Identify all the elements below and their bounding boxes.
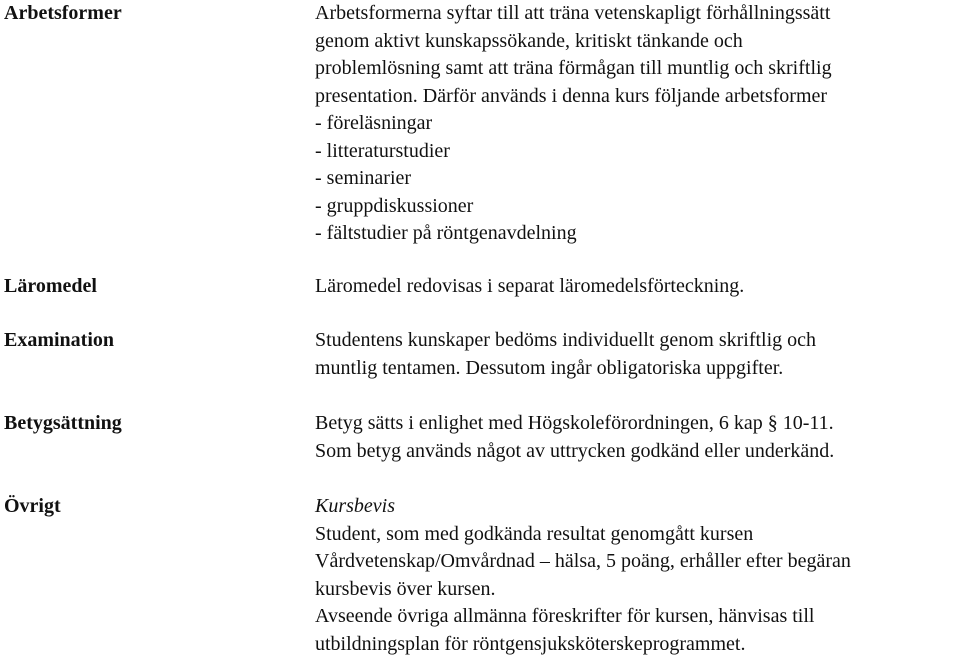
section-label-arbetsformer: Arbetsformer bbox=[4, 2, 122, 24]
section-body-laromedel bbox=[315, 273, 955, 301]
body-line: Läromedel redovisas i separat läromedelsförteckning. bbox=[315, 275, 745, 297]
section-label-laromedel: Läromedel bbox=[4, 275, 97, 297]
body-line: Studentens kunskaper bedöms individuellt genom skriftlig och bbox=[315, 329, 817, 351]
body-line: Arbetsformerna syftar till att träna vetenskapligt förhållningssätt bbox=[315, 2, 831, 24]
body-line: utbildningsplan för röntgensjuksköterskeprogrammet. bbox=[315, 632, 746, 655]
list-item: - fältstudier på röntgenavdelning bbox=[315, 222, 577, 244]
body-line: Betyg sätts i enlighet med Högskoleförordningen, 6 kap § 10-11. bbox=[315, 412, 834, 434]
body-line: Avseende övriga allmänna föreskrifter för kursen, hänvisas till bbox=[315, 605, 815, 627]
list-item: - föreläsningar bbox=[315, 112, 433, 134]
body-line: Vårdvetenskap/Omvårdnad – hälsa, 5 poäng, erhåller efter begäran bbox=[315, 550, 851, 572]
body-line: kursbevis över kursen. bbox=[315, 577, 496, 600]
body-line: Som betyg används något av uttrycken godkänd eller underkänd. bbox=[315, 439, 835, 462]
section-body-betygsattning bbox=[315, 410, 955, 465]
body-line: Student, som med godkända resultat genomgått kursen bbox=[315, 522, 754, 545]
body-line: muntlig tentamen. Dessutom ingår obligatoriska uppgifter. bbox=[315, 356, 784, 379]
section-label-examination: Examination bbox=[4, 329, 115, 351]
section-body-arbetsformer bbox=[315, 0, 955, 248]
section-body-ovrigt bbox=[315, 493, 955, 658]
section-label-betygsattning: Betygsättning bbox=[4, 412, 122, 434]
subheading-kursbevis: Kursbevis bbox=[315, 495, 395, 517]
section-body-examination bbox=[315, 327, 955, 382]
body-line: presentation. Därför används i denna kurs följande arbetsformer bbox=[315, 84, 828, 107]
list-item: - gruppdiskussioner bbox=[315, 194, 474, 217]
list-item: - litteraturstudier bbox=[315, 139, 450, 162]
body-line: genom aktivt kunskapssökande, kritiskt tänkande och bbox=[315, 29, 743, 52]
list-item: - seminarier bbox=[315, 167, 412, 189]
section-label-ovrigt: Övrigt bbox=[4, 495, 61, 517]
body-line: problemlösning samt att träna förmågan till muntlig och skriftlig bbox=[315, 57, 832, 79]
